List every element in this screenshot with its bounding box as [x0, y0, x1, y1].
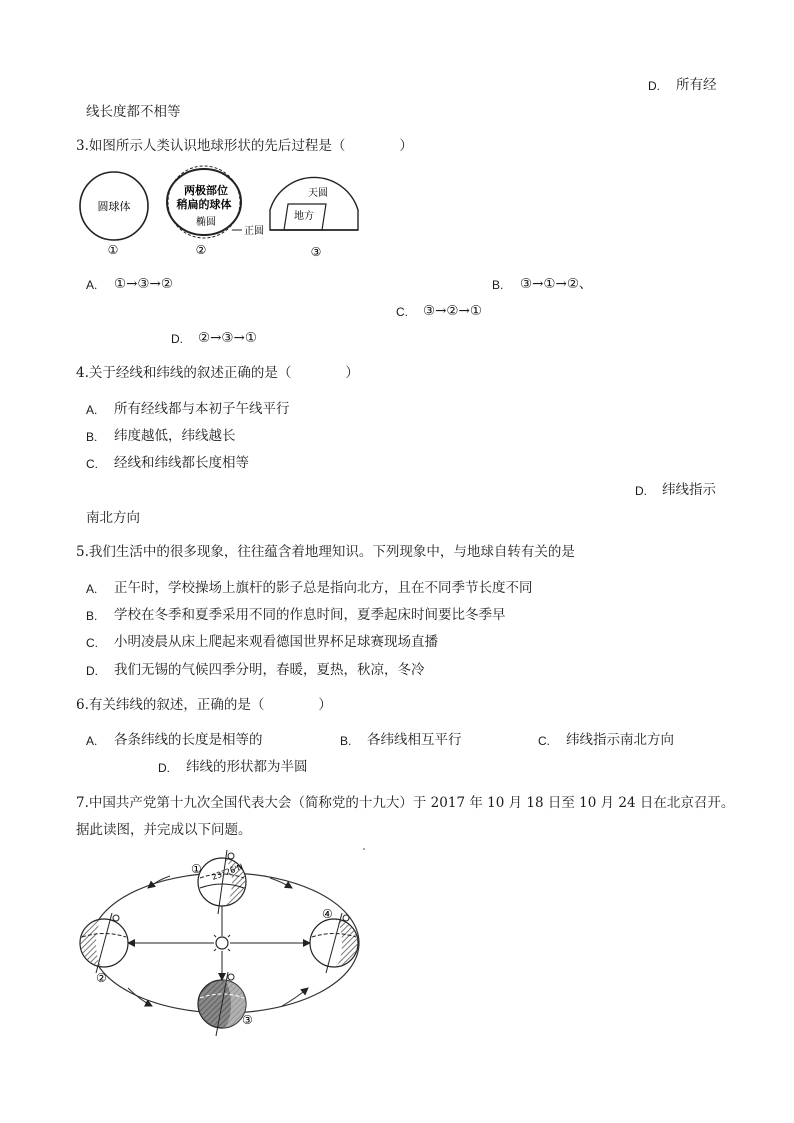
q5-option-d-letter: D.: [86, 664, 98, 678]
q4-option-d-text-cont: 南北方向: [86, 510, 140, 526]
q6-option-d-text: 纬线的形状都为半圆: [186, 759, 308, 775]
q4-option-c-text: 经线和纬线都长度相等: [114, 455, 249, 471]
q6-option-a-text: 各条纬线的长度是相等的: [114, 732, 263, 748]
q5-option-c-letter: C.: [86, 636, 98, 650]
label-position-4: ④: [322, 907, 333, 921]
label-position-3: ③: [242, 1013, 253, 1027]
q5-option-a-letter: A.: [86, 582, 98, 596]
q4-option-d-text: 纬线指示: [662, 482, 716, 498]
q2-option-d-text: 所有经: [676, 77, 717, 93]
q4-option-a-letter: A.: [86, 403, 98, 417]
q4-option-d-letter: D.: [635, 484, 647, 498]
fig1-label: 圆球体: [97, 200, 131, 213]
fig3-sky-label: 天圆: [308, 188, 328, 199]
earth-position-2: [80, 913, 128, 973]
q6-option-b-letter: B.: [340, 734, 352, 748]
fig3-number: ③: [310, 245, 322, 259]
q3-option-a-text: ①→③→②: [114, 276, 173, 292]
earth-position-1: [198, 850, 246, 914]
q4-option-c-letter: C.: [86, 457, 98, 471]
q4-option-b-letter: B.: [86, 430, 98, 444]
q7-stem-line1: 7.中国共产党第十九次全国代表大会（简称党的十九大）于 2017 年 10 月 18 日至 10 月 24 日在北京召开。: [76, 795, 735, 811]
q5-option-c-text: 小明凌晨从床上爬起来观看德国世界杯足球赛现场直播: [114, 634, 438, 650]
q2-option-d-text-cont: 线长度都不相等: [86, 104, 181, 120]
q5-stem: 5.我们生活中的很多现象，往往蕴含着地理知识。下列现象中，与地球自转有关的是: [76, 544, 575, 560]
q3-option-c-text: ③→②→①: [423, 303, 482, 319]
q3-option-d-text: ②→③→①: [198, 330, 257, 346]
q6-stem: 6.有关纬线的叙述，正确的是（ ）: [76, 697, 332, 713]
q7-stem-line2: 据此读图，并完成以下问题。: [76, 822, 252, 838]
q5-option-a-text: 正午时，学校操场上旗杆的影子总是指向北方，且在不同季节长度不同: [114, 580, 533, 596]
q3-option-b-letter: B.: [492, 278, 504, 292]
q2-option-d-letter: D.: [648, 79, 660, 93]
q3-option-a-letter: A.: [86, 278, 98, 292]
q3-stem: 3.如图所示人类认识地球形状的先后过程是（ ）: [76, 138, 413, 154]
q3-option-c-letter: C.: [396, 305, 408, 319]
q5-option-b-text: 学校在冬季和夏季采用不同的作息时间，夏季起床时间要比冬季早: [114, 607, 506, 623]
fig3-earth-label: 地方: [294, 211, 314, 222]
q3-option-b-text: ③→①→②、: [520, 276, 593, 292]
fig2-circle-label: 正圆: [244, 226, 264, 237]
fig2-number: ②: [195, 243, 207, 257]
earth-position-4: [310, 913, 358, 973]
q6-option-a-letter: A.: [86, 734, 98, 748]
q3-option-d-letter: D.: [171, 332, 183, 346]
globe-latitude-label: 23°26'N: [210, 862, 245, 882]
q6-option-c-text: 纬线指示南北方向: [566, 732, 674, 748]
q5-option-d-text: 我们无锡的气候四季分明，春暖，夏热，秋凉，冬冷: [114, 662, 425, 678]
q5-option-b-letter: B.: [86, 609, 98, 623]
fig2-ellipse-label: 椭圆: [196, 217, 216, 228]
label-position-2: ②: [96, 971, 107, 985]
q6-option-c-letter: C.: [538, 734, 550, 748]
q6-option-d-letter: D.: [158, 761, 170, 775]
label-position-1: ①: [191, 862, 202, 876]
fig2-line2: 稍扁的球体: [176, 198, 232, 211]
fig2-line1: 两极部位: [184, 184, 228, 197]
q4-option-b-text: 纬度越低，纬线越长: [114, 428, 236, 444]
fig1-number: ①: [107, 243, 119, 257]
q4-option-a-text: 所有经线都与本初子午线平行: [114, 401, 290, 417]
q6-option-b-text: 各纬线相互平行: [367, 732, 462, 748]
q4-stem: 4.关于经线和纬线的叙述正确的是（ ）: [76, 365, 359, 381]
earth-position-3: [198, 972, 246, 1036]
